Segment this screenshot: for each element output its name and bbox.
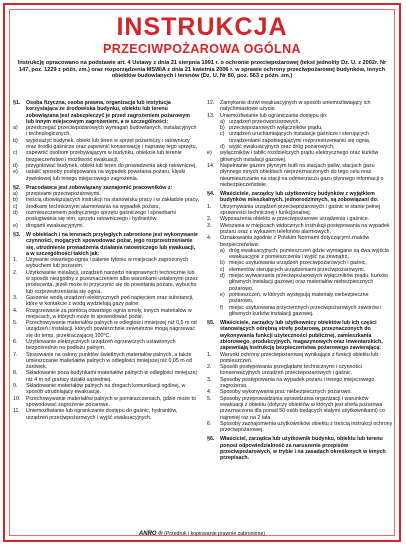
list-item (207, 292, 393, 305)
list-item-marker: d) (13, 162, 18, 169)
list-item (207, 163, 393, 188)
list-item (207, 396, 393, 421)
list-item (13, 308, 199, 321)
list-item (13, 320, 199, 339)
list-item-marker: e) (207, 150, 212, 157)
list-item-text: Gaszenie wodą urządzeń elektrycznych pod napięciem oraz substancji, które w kontakcie z wodą wydzielają gazy palne. (26, 294, 194, 308)
list-item (13, 138, 199, 151)
paragraph-number: §6. (207, 436, 215, 443)
list-item-text: Wyposażenia obiektu w przeciwpożarowe urządzenia i gaśnice. (220, 216, 370, 223)
paragraph-1 (13, 100, 199, 182)
paragraph-6 (207, 436, 393, 461)
list-item-text: Utrzymywania urządzeń przeciwpożarowych i gaśnic w stanie pełnej sprawności technicznej i funkcjonalnej. (220, 203, 381, 217)
list-item-marker: d) (220, 273, 225, 280)
list-item-marker: 5. (207, 395, 212, 402)
paragraph-heading (13, 232, 199, 257)
list-item-marker: e) (13, 169, 18, 176)
list-item-text: dróg ewakuacyjnych, pomieszczeń gdzie wymagane są dwa wyjścia ewakuacyjne z pomieszczenia i wyjść na zewnątrz, (229, 247, 389, 261)
list-item-marker: 4. (207, 235, 212, 242)
paragraph-heading (207, 191, 393, 204)
list-item (207, 352, 393, 365)
list-item-text: zapewnić osobom przebywającym w budynku, obiekcie lub terenie bezpieczeństwo i możliwość ewakuacji, (26, 150, 182, 163)
copyright-note: (Przedruk i kopiowanie prawnie zabronione) (164, 531, 266, 537)
legal-basis-intro: Instrukcję opracowano na podstawie art. 4 Ustawy z dnia 21 sierpnia 1991 r. o ochronie przeciwpożarowej (tekst jednolity Dz. U. z 2002r. Nr 147, poz. 1229 z późn. zm.) oraz rozporządzenia MSWiA z dnia 21 kwietnia 2006 r. w sprawie ochrony przeciwpożarowej budynków, innych obiektów budowlanych i terenów (Dz. U. Nr 80, poz. 563 z późn. zm.) (17, 60, 387, 80)
paragraph-number: §3. (13, 231, 21, 238)
list-item-marker: 1. (13, 257, 18, 264)
paragraph-heading (13, 100, 199, 125)
list-item-marker: c) (220, 266, 225, 273)
list-item-marker: 9. (13, 383, 18, 390)
paragraph-3 (13, 232, 199, 421)
list-item-text: środkami technicznymi alarmowania na wypadek pożaru, (26, 203, 160, 210)
list-item-marker: b) (220, 260, 225, 267)
list-item-marker: a) (220, 247, 225, 254)
list-item (207, 204, 393, 217)
list-item-text: przestrzegać przeciwpożarowych wymagań budowlanych, instalacyjnych i technologicznych, (26, 125, 197, 138)
list-item-text: przeciwpożarowych wyłączników prądu, (229, 125, 323, 132)
list-item-text: Sposób postępowania przeglądami technicznymi i czynności konserwacyjnych urządzeń przeciwpożarowych i gaśnic. (220, 364, 362, 377)
list-item-marker: 10. (13, 395, 21, 402)
list-item (13, 352, 199, 371)
list-item (207, 150, 393, 163)
list-item-text: urządzeń przeciwpożarowych, (229, 118, 300, 125)
list-item (13, 150, 199, 163)
list-item-text: wyłączników i tablic rozdzielczych prądu elektrycznego oraz kurków głównych instalacji gazowej. (220, 150, 379, 163)
list-item-marker: 8. (13, 370, 18, 377)
list-item-marker: 11. (13, 408, 20, 415)
paragraph-4 (207, 191, 393, 317)
list-item-text: treścią obowiązujących instrukcji na stanowisku pracy i w zakładzie pracy, (26, 197, 200, 204)
list-item-marker: 2. (13, 269, 18, 276)
paragraph-number: §4. (207, 191, 215, 198)
list-item-marker: 13. (207, 112, 215, 119)
list-item-marker: b) (220, 125, 225, 132)
list-item (13, 210, 199, 223)
list-item-text: Rozgrzewanie za pomocą otwartego ognia smoły, innych materiałów w miejscach, w których może to spowodować pożar. (26, 307, 192, 320)
list-item-text: Użytkowanie instalacji, urządzeń narzędzi niesprawnych technicznie lub w sposób niezgodny z przeznaczeniem albo warunkami ustalonymi przez producenta, jeżeli może to przyczynić się do powstania pożaru, wybuchu lub rozprzestrzeniania się ognia. (26, 269, 198, 295)
list-item-text: Zamykanie drzwi ewakuacyjnych w sposób uniemożliwiający ich natychmiastowe użycie. (220, 100, 371, 113)
list-item (207, 421, 393, 434)
list-item (207, 131, 393, 144)
list-item (13, 257, 199, 270)
list-item-text: Napełnianie gazem płynnym butli na stacjach paliw, stacjach gazu płynnego innych obiektach nieprzeznaczonych do tego celu oraz nieumieszczanie na stacji na odmierzaczu gazu płynnego informacji o niebezpieczeństwie. (220, 162, 384, 188)
list-item-marker: 1. (207, 351, 212, 358)
sign-subtitle: PRZECIWPOŻAROWA OGÓLNA (103, 42, 301, 56)
paragraph-heading-text: Właściciele, zarządcy lub użytkownicy obiektów lub ich części stanowiących odrębną strefę pożarową, przeznaczonych do wykonywania funkcji użyteczności publicznej, zamieszkania zbiorowego, produkcyjnych, magazynowych oraz inwentarskich, zapewniają instrukcję bezpieczeństwa pożarowego zawierającą: (220, 320, 383, 352)
list-item-marker: 3. (13, 294, 18, 301)
paragraph-heading-text: Właściciele, zarządcy lub użytkownicy budynków z wyjątkiem budynków mieszkalnych, jednorodzinnych, są zobowiązani do: (220, 191, 379, 204)
list-item-text: przygotować budynek, obiekt lub teren do prowadzenia akcji ratowniczej, (26, 162, 197, 169)
list-item-marker: f) (220, 304, 224, 311)
list-item-marker: 6. (207, 420, 212, 427)
right-column (207, 100, 393, 465)
list-item-text: Sposoby wykonywania prac niebezpiecznych pożarowo. (220, 389, 352, 396)
list-item-marker: e) (13, 222, 18, 229)
list-item-marker: 14. (207, 162, 215, 169)
list-item (13, 408, 199, 421)
list-item-marker: d) (220, 144, 225, 151)
list-item-text: Przechowywanie materiałów palnych w pomieszczeniach, gdzie może to spowodować zagrożenie pożarowe. (26, 395, 196, 408)
list-item-marker: 3. (207, 376, 212, 383)
list-item-text: Sposoby postępowania na wypadek pożaru i innego miejscowego zagrożenia. (220, 376, 375, 390)
manufacturer-brand: ANRO ® (138, 531, 163, 537)
list-item (207, 100, 393, 113)
left-column (13, 100, 199, 424)
list-item-marker: 2. (207, 364, 212, 371)
paragraph-number: §1. (13, 100, 21, 106)
paragraph-heading (207, 320, 393, 351)
list-item-marker: c) (220, 131, 225, 138)
paragraph-cont (207, 100, 393, 188)
list-item (207, 248, 393, 261)
list-item-marker: d) (13, 210, 18, 217)
list-item (13, 169, 199, 182)
list-item-text: Używanie otwartego ognia i palenie tytoniu w miejscach zagrożonych wybuchem lub pożarem. (26, 257, 189, 270)
list-item (13, 125, 199, 138)
list-item-text: Składowanie poza budynkami materiałów palnych w odległości mniejszej niż 4 m od granicy działki sąsiedniej. (26, 370, 197, 383)
paragraph-heading-text: Osoba fizyczna, osoba prawna, organizacja lub instytucja korzystająca ze środowiska budynku, obiektu lub terenu zobowiązana jest zabezpieczyć je przed zagrożeniem pożarowym lub innym miejscowym zagrożeniem, a w szczególności: (26, 100, 190, 125)
list-item-text: wyposażyć budynek, obiekt lub teren w sprzęt pożarniczy i ratowniczy oraz środki gaśnicze oraz zapewnić konserwację i naprawę tego sprzętu, (26, 137, 198, 151)
list-item-text: rozmieszczeniem podręcznego sprzętu gaśniczego i sposobami posługiwania się nim, sprzętu ratowniczego i hydrantów, (26, 210, 176, 223)
list-item-marker: b) (13, 137, 18, 144)
instruction-sign (3, 3, 401, 542)
list-item-marker: e) (220, 291, 225, 298)
list-item-text: Składowanie materiałów palnych na drogach komunikacji ogólnej, w sposób utrudniający ewakuację. (26, 383, 186, 396)
list-item-marker: c) (13, 203, 18, 210)
paragraph-heading-text: W obiektach i na terenach przyległych zabronione jest wykonywanie czynności, mogących spowodować pożar, jego rozprzestrzenianie się, utrudnienie prowadzenia działania ratowniczego lub ewakuacji, a w szczególności takich jak: (26, 231, 198, 257)
sign-title: INSTRUKCJA (116, 13, 288, 41)
list-item-marker: a) (13, 191, 18, 198)
list-item-marker: a) (13, 125, 18, 132)
list-item-text: Uniemożliwianie lub ograniczanie dostępu do gaśnic, hydrantów, urządzeń przeciwpożarowych i wyjść ewakuacyjnych. (26, 408, 178, 421)
list-item (13, 339, 199, 352)
list-item-text: Uniemożliwianie lub ograniczanie dostępu do: (220, 112, 328, 119)
list-item-text: miejsc usytuowania urządzeń przeciwpożarowych i gaśnic, (229, 260, 367, 267)
list-item-marker: 4. (207, 389, 212, 396)
list-item-text: Oznakowania zgodnie z Polskim Normami dotyczącymi znaków bezpieczeństwa: (220, 235, 370, 248)
list-item-text: pomieszczeń, w których występują materiały niebezpieczne pożarowo, (229, 291, 369, 305)
list-item-marker: 12. (207, 100, 215, 106)
list-item-text: Sposoby zaznajomienia użytkowników obiektu z treścią instrukcji ochrony przeciwpożarowej. (220, 420, 393, 434)
paragraph-2 (13, 185, 199, 229)
list-item-text: elementów sterujących urządzeniami przeciwpożarowymi, (229, 266, 366, 273)
list-item (13, 396, 199, 409)
list-item-marker: 2. (207, 216, 212, 223)
list-item (207, 377, 393, 390)
list-item-text: urządzeń uruchamiających instalacje gaśnicze i sterujących urządzeniami zapobiegającymi rozprzestrzenianiu się ognia, (229, 131, 371, 144)
paragraph-heading (207, 436, 393, 461)
list-item-text: Wieszania w miejscach widocznych instrukcji postępowania na wypadek pożaru oraz z wykazem telefonów alarmowych. (220, 222, 390, 235)
list-item-marker: 4. (13, 307, 18, 314)
list-item (13, 270, 199, 295)
paragraph-number: §2. (13, 184, 21, 191)
list-item-text: ustalić sposoby postępowania na wypadek powstania pożaru, klęski żywiołowej lub innego miejscowego zagrożenia. (26, 169, 186, 182)
list-item-marker: c) (13, 150, 18, 157)
list-item-text: drogami ewakuacyjnymi. (26, 222, 84, 229)
paragraph-5 (207, 320, 393, 433)
list-item-text: Użytkowanie elektrycznych urządzeń ogrzewczych ustawionych bezpośrednio na podłożu palnym. (26, 338, 176, 352)
list-item-text: Przechowywanie materiałów palnych w odległości mniejszej niż 0,5 m od urządzeń i instalacji, których powierzchnie zewnętrzne mogą nagrzewać się do temp. przekraczającej 100°C. (26, 320, 197, 339)
list-item-text: Sposoby przeprowadzania sprawdzania organizacji i warunków ewakuacji z obiektu (dotyczy obiektów w których jest strefa pożarowa przeznaczona dla ponad 50 osób będących stałymi użytkownikami) co najmniej raz na 2 lata. (220, 395, 385, 421)
paragraph-heading-text: Właściciel, zarządca lub użytkownik budynku, obiektu lub terenu ponosi odpowiedzialność za naruszenie przepisów przeciwpożarowych, w trybie i na zasadach określonych w innych przepisach. (220, 436, 386, 462)
list-item (13, 383, 199, 396)
list-item-text: Stosowanie na osłony punktów świetlnych materiałów palnych, a także umieszczanie materiałów palnych w odległości mniejszej niż 0,05 m od żarówek. (26, 351, 193, 371)
list-item-marker: b) (13, 197, 18, 204)
list-item-text: miejsc wytwarzania przeciwpożarowych wyłączników prądu, kurków głównych instalacji gazowej oraz materiałów niebezpiecznych pożarowo, (229, 273, 388, 292)
list-item (207, 235, 393, 248)
list-item-marker: 5. (13, 320, 18, 327)
sign-footer (5, 531, 399, 537)
list-item-text: miejsc usytuowania przyciemnych przeciwpożarowych zaworów i głównych kurków instalacji gazowej. (229, 304, 382, 317)
list-item-marker: 7. (13, 351, 18, 358)
list-item (207, 364, 393, 377)
paragraph-number: §5. (207, 320, 215, 327)
list-item (207, 305, 393, 318)
list-item (13, 370, 199, 383)
paragraph-heading-text: Pracodawca jest zobowiązany zaznajomić pracowników z: (26, 184, 173, 191)
list-item-marker: 3. (207, 222, 212, 229)
list-item-marker: a) (220, 118, 225, 125)
list-item (207, 273, 393, 292)
list-item-marker: 6. (13, 338, 18, 345)
list-item-text: przepisami przeciwpożarowymi, (26, 191, 101, 198)
list-item (13, 295, 199, 308)
list-item (13, 223, 199, 229)
list-item-text: wyjść ewakuacyjnych oraz dróg pożarowych, (229, 144, 335, 151)
list-item-text: Warunki ochrony przeciwpożarowej wynikające z funkcji obiektu lub pomieszczeń. (220, 351, 379, 364)
list-item (207, 223, 393, 236)
list-item-marker: 1. (207, 203, 212, 210)
